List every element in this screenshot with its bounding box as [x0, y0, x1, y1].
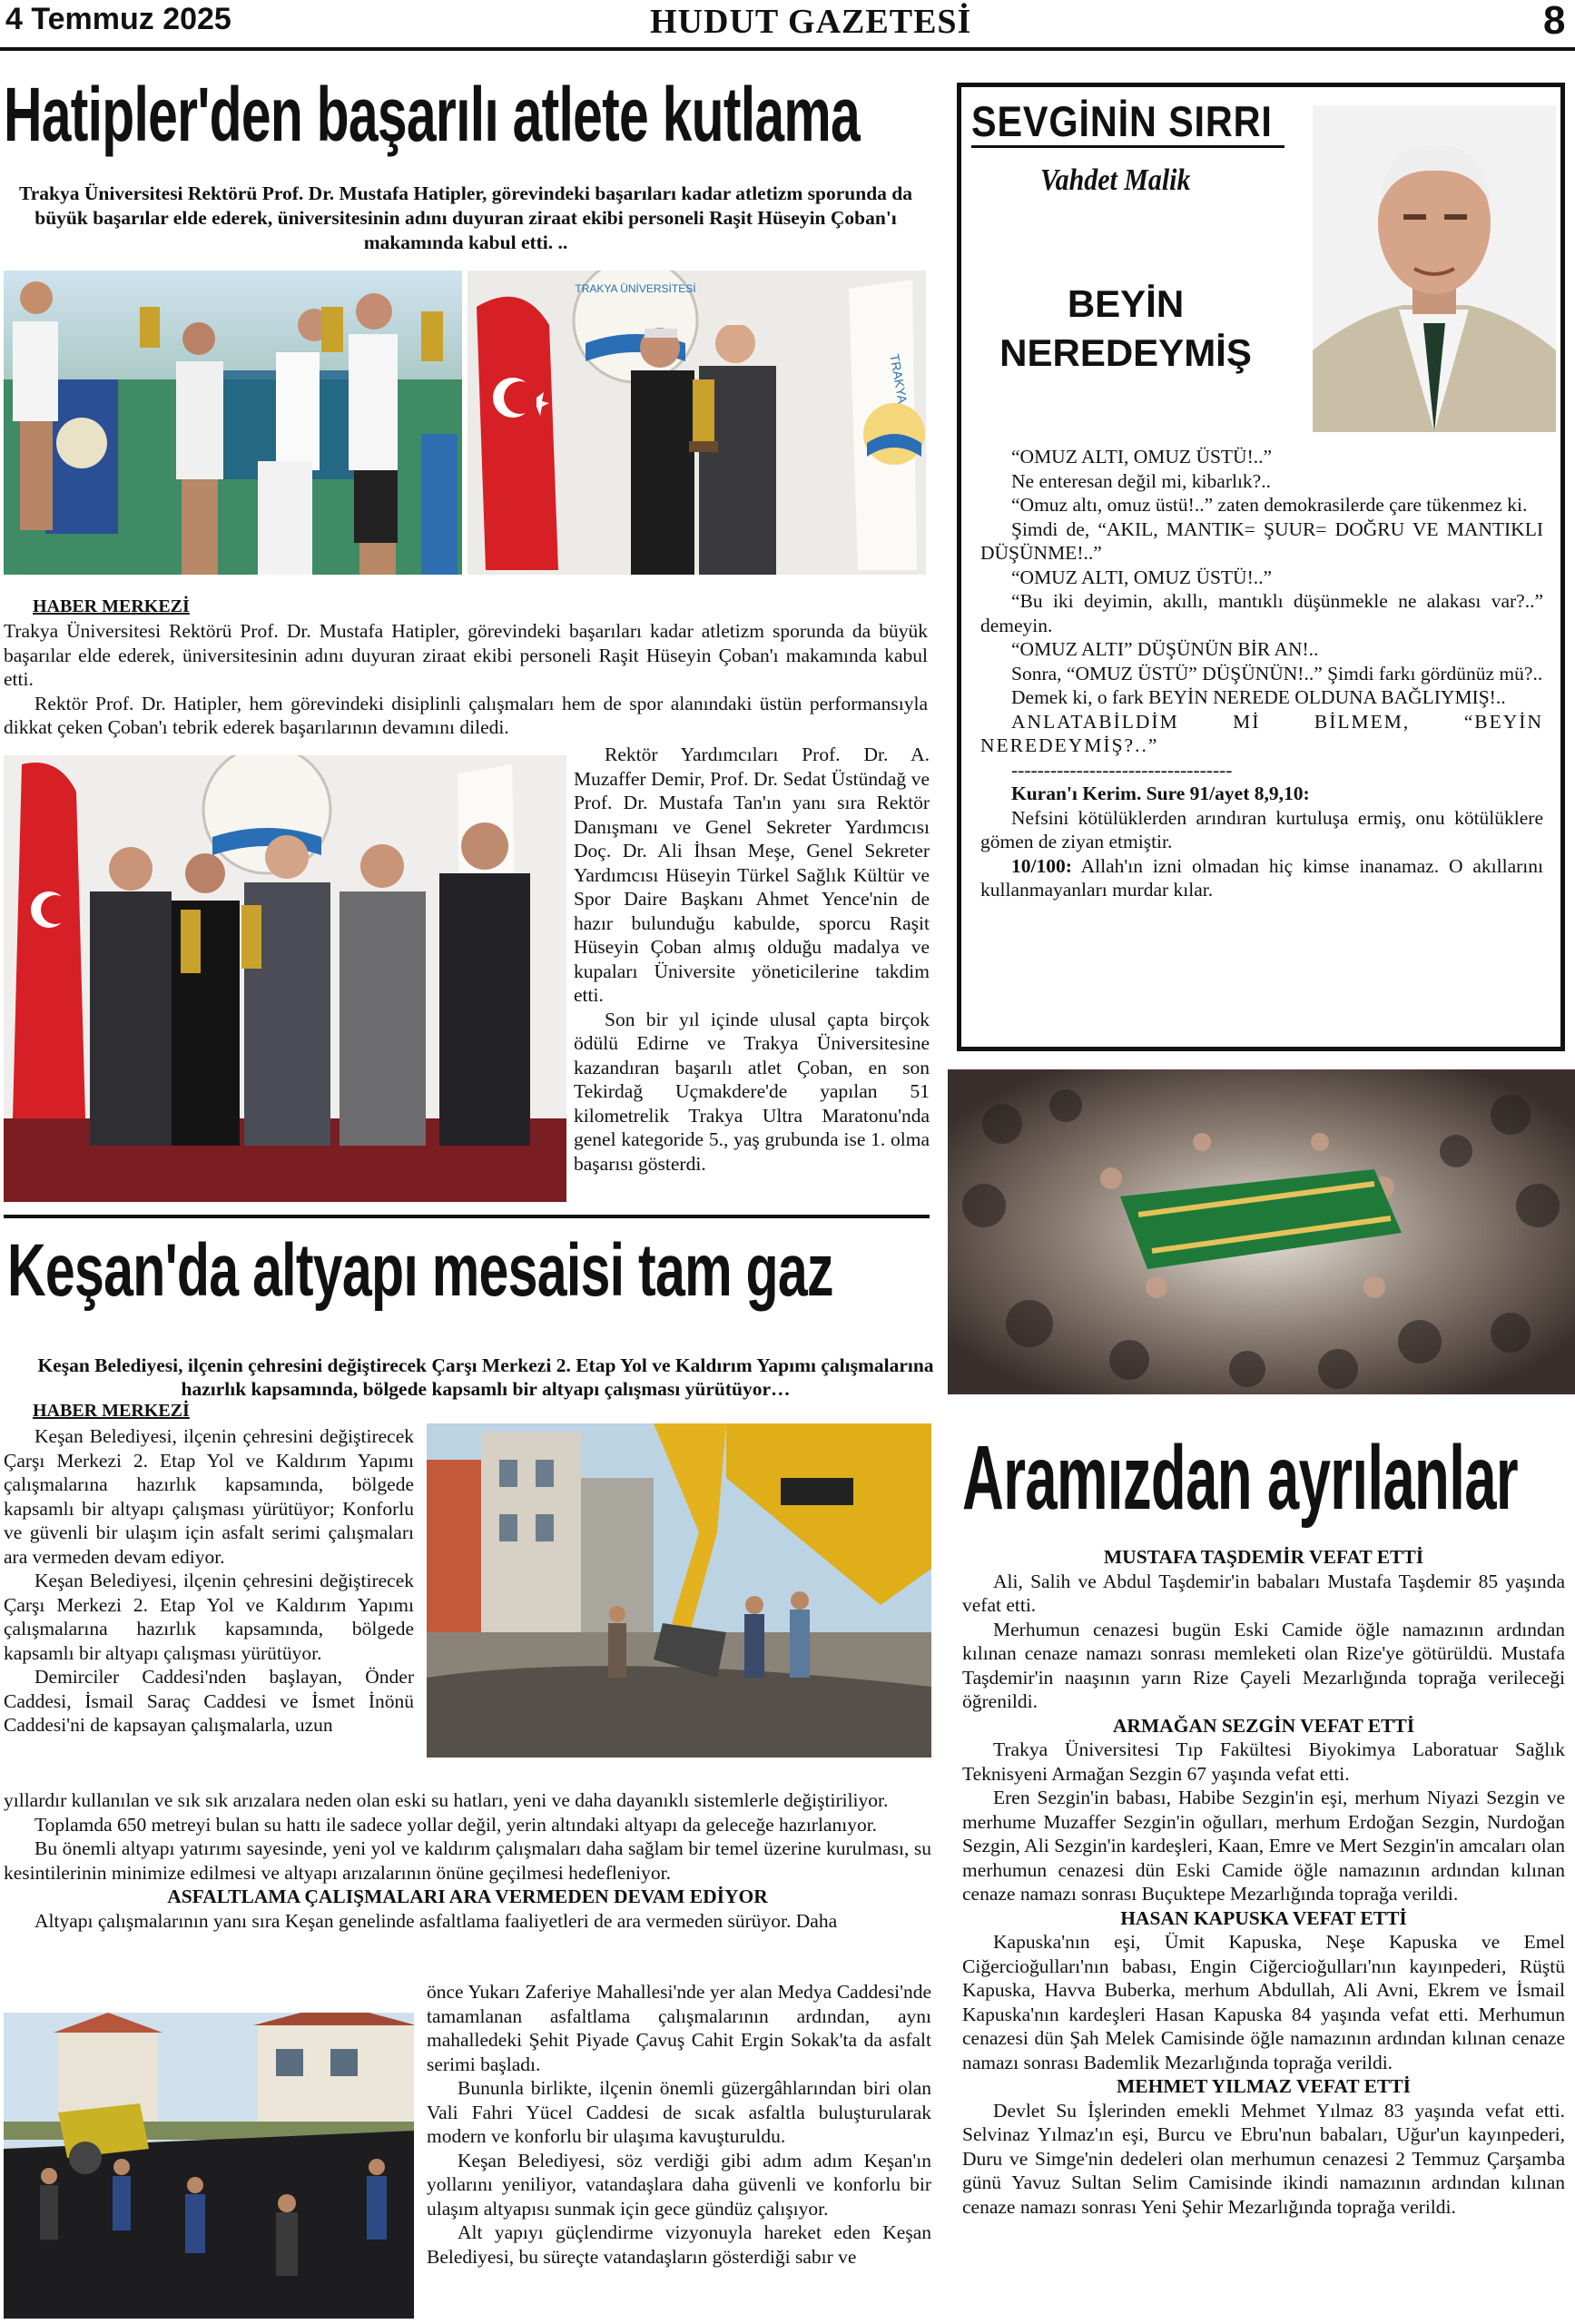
article2-subhead: ASFALTLAMA ÇALIŞMALARI ARA VERMEDEN DEVAM EDİYOR	[167, 1886, 768, 1907]
column-line: “OMUZ ALTI, OMUZ ÜSTÜ!..”	[1011, 446, 1273, 468]
obituary-para: Kapuska'nın eşi, Ümit Kapuska, Neşe Kapuska ve Emel Ciğercioğulları'nın babası, Engin Ciğercioğulları'nın kayınpederi, Rüştü Kapuska, Havva Buberka, merhum Abdullah, Ali Avni, Ekrem ve İsmail Kapuska'nın kardeşleri Hasan Kapuska 84 yaşında vefat etti. Merhumun cenazesi dün Şah Melek Camisinde öğle namazının ardından kılınan cenaze namazı sonrası Bademlik Mezarlığında toprağa verildi.	[962, 1931, 1565, 2073]
page-header	[0, 0, 1575, 47]
column-line: Sonra, “OMUZ ÜSTÜ” DÜŞÜNÜN!..” Şimdi farkı gördünüz mü?..	[1011, 662, 1543, 684]
university-banner-text: TRAKYA ÜNİVERSİTESİ	[575, 282, 696, 295]
article1-lead: Trakya Üniversitesi Rektörü Prof. Dr. Mustafa Hatipler, görevindeki başarıları kadar atletizm sporunda da büyük başarılar elde ederek, üniversitesinin adını duyuran ziraat ekibi personeli Raşit Hüseyin Çoban'ı makamında kabul etti. ..	[18, 182, 913, 253]
article1-headline: Hatipler'den başarılı atlete kutlama	[4, 72, 860, 157]
column-title-underline	[971, 145, 1285, 148]
obituary-para: Eren Sezgin'in babası, Habibe Sezgin'in eşi, merhum Niyazi Sezgin ve merhume Muzaffer Sezgin'in oğulları, merhum Erdoğan Sezgin, Nurdoğan Sezgin, Ali Sezgin'in kardeşleri, Kaan, Emre ve Mert Sezgin'in amcaları olan merhumun cenazesi dün Eski Camide öğle namazının ardından kılınan cenaze namazı sonrası Buçuktepe Mezarlığında toprağa verildi.	[962, 1787, 1565, 1905]
article2-para: Keşan Belediyesi, ilçenin çehresini değiştirecek Çarşı Merkezi 2. Etap Yol ve Kaldırım Yapımı çalışmalarına hazırlık kapsamında, bölgede kapsamlı bir altyapı çalışması yürütüyor; Konforlu ve güvenli bir ulaşım için asfalt serimi çalışmaları ara vermeden devam ediyor.	[4, 1425, 414, 1568]
article1-col-para: Son bir yıl içinde ulusal çapta birçok ödülü Edirne ve Trakya Üniversitesine kazandıran başarılı atlet Çoban, en son Tekirdağ Uçmakdere'de yapılan 51 kilometrelik Trakya Ultra Maratonu'nda genel kategoride 5., yaş grubunda ise 1. olma başarısı gösterdi.	[574, 1008, 930, 1175]
article1-byline: HABER MERKEZİ	[33, 596, 190, 616]
column-headline-line2: NEREDEYMİŞ	[999, 331, 1252, 374]
article2-para: Keşan Belediyesi, ilçenin çehresini değiştirecek Çarşı Merkezi 2. Etap Yol ve Kaldırım Yapımı çalışmalarına hazırlık kapsamında, bölgede kapsamlı bir altyapı çalışması yürütüyor.	[4, 1570, 414, 1664]
obituary-para: Devlet Su İşlerinden emekli Mehmet Yılmaz 83 yaşında vefat etti. Selvinaz Yılmaz'ın eşi, Burcu ve Ebru'nun babaları, Uğur'un kayınpederi, Duru ve Simge'nin dedeleri olan merhumun cenazesi 2 Temmuz Çarşamba günü Yavuz Sultan Selim Camisinde ikindi namazının ardından kılınan cenaze namazı sonrası Yeni Şehir Mezarlığında toprağa verildi.	[962, 2099, 1565, 2218]
rector-award-photo	[468, 271, 926, 575]
column-line: “OMUZ ALTI, OMUZ ÜSTÜ!..”	[1011, 566, 1273, 588]
article2-para: Demirciler Caddesi'nden başlayan, Önder Caddesi, İsmail Saraç Caddesi ve İsmet İnönü Caddesi'ni de kapsayan çalışmalarla, uzun	[4, 1666, 414, 1736]
obituary-title: HASAN KAPUSKA VEFAT ETTİ	[1120, 1906, 1407, 1929]
column-line: “OMUZ ALTI” DÜŞÜNÜN BİR AN!..	[1011, 638, 1319, 660]
obituary-para: Merhumun cenazesi bugün Eski Camide öğle namazının ardından kılınan cenaze namazı sonrası memleketi olan Rize'ye götürüldü. Mustafa Taşdemir'in naaşının yarın Rize Çayeli Mezarlığında toprağa verileceği öğrenildi.	[962, 1618, 1565, 1712]
article1-col-para: Rektör Yardımcıları Prof. Dr. A. Muzaffer Demir, Prof. Dr. Sedat Üstündağ ve Prof. Dr. Mustafa Tan'ın yanı sıra Rektör Danışmanı ve Genel Sekreter Yardımcısı Doç. Dr. Ali İhsan Meşe, Genel Sekreter Yardımcısı Hüseyin Türkel Sağlık Kültür ve Spor Daire Başkanı Ahmet Yence'nin de hazır bulunduğu kabulde, sporcu Raşit Hüseyin Çoban almış olduğu madalya ve kupaları Üniversite yöneticilerine takdim etti.	[574, 743, 930, 1006]
article2-col2-para: Alt yapıyı güçlendirme vizyonuyla hareket eden Keşan Belediyesi, bu süreçte vatandaşların gösterdiği sabır ve	[427, 2221, 931, 2268]
columnist-portrait	[1313, 105, 1556, 432]
obituary-title: ARMAĞAN SEZGİN VEFAT ETTİ	[1112, 1714, 1415, 1737]
column-line: “Bu iki deyimin, akıllı, mantıklı düşünmekle ne alakası var?..” demeyin.	[980, 590, 1543, 636]
newspaper-name: HUDUT GAZETESİ	[650, 3, 972, 41]
obituaries-headline: Aramızdan ayrılanlar	[962, 1427, 1518, 1529]
column-line: Ne enteresan değil mi, kibarlık?..	[1011, 469, 1271, 492]
quran-ref: 10/100:	[1011, 854, 1072, 877]
page-number: 8	[1543, 0, 1566, 43]
article2-para-wide: Altyapı çalışmalarının yanı sıra Keşan genelinde asfaltlama faaliyetleri de ara vermeden sürüyor. Daha	[34, 1909, 838, 1932]
article2-col2-para: Bununla birlikte, ilçenin önemli güzergâhlarından biri olan Vali Fahri Yücel Caddesi de sıcak asfaltla buluşturularak modern ve konforlu bir ulaşıma kavuşturuldu.	[427, 2077, 931, 2147]
header-rule	[0, 47, 1575, 51]
funeral-crowd-photo	[948, 1069, 1575, 1394]
article2-para-wide: yıllardır kullanılan ve sık sık arızalara neden olan eski su hatları, yeni ve daha dayanıklı sistemlerle değiştiriliyor.	[4, 1789, 889, 1811]
column-line: ANLATABİLDİM Mİ BİLMEM, “BEYİN NEREDEYMİŞ?..”	[980, 710, 1543, 756]
article2-col2-para: Keşan Belediyesi, söz verdiği gibi adım adım Keşan'ın yollarını yeniliyor, vatandaşlara daha güvenli ve konforlu bir ulaşım altyapısı sunmak için gece gündüz çalışıyor.	[427, 2149, 931, 2220]
column-line: “Omuz altı, omuz üstü!..” zaten demokrasilerde çare tükenmez ki.	[1011, 494, 1528, 516]
obituary-title: MEHMET YILMAZ VEFAT ETTİ	[1117, 2075, 1411, 2097]
quran-verse-10	[980, 854, 1543, 902]
article1-body-col	[574, 743, 930, 1176]
obituary-para: Trakya Üniversitesi Tıp Fakültesi Biyokimya Laboratuar Sağlık Teknisyeni Armağan Sezgin 67 yaşında vefat etti.	[962, 1738, 1565, 1785]
column-headline-line1: BEYİN	[1067, 282, 1185, 325]
athletes-trophies-photo	[4, 271, 462, 575]
article1-para: Rektör Prof. Dr. Hatipler, hem görevindeki disiplinli çalışmaları hem de spor alanındaki üstün performansıyla dikkat çeken Çoban'ı tebrik ederek başarılarının devamını diledi.	[4, 692, 928, 738]
column-headline	[971, 280, 1280, 378]
obituary-para: Ali, Salih ve Abdul Taşdemir'in babaları Mustafa Taşdemir 85 yaşında vefat etti.	[962, 1570, 1565, 1616]
article2-body-col	[4, 1424, 414, 1738]
group-photo	[4, 755, 566, 1202]
article2-headline: Keşan'da altyapı mesaisi tam gaz	[7, 1229, 833, 1312]
flag-text: TRAKYA	[887, 352, 911, 405]
column-author: Vahdet Malik	[1040, 163, 1191, 197]
article2-para-wide: Bu önemli altyapı yatırımı sayesinde, yeni yol ve kaldırım çalışmaları daha sağlam bir temel üzerine kurulması, su kesintilerinin minimize edilmesi ve altyapı arızalarının önüne geçilmesi hedefleniyor.	[4, 1837, 931, 1884]
obituary-title: MUSTAFA TAŞDEMİR VEFAT ETTİ	[1103, 1546, 1424, 1568]
column-title: SEVGİNİN SIRRI	[971, 97, 1273, 145]
article2-col2-para: önce Yukarı Zaferiye Mahallesi'nde yer alan Medya Caddesi'nde tamamlanan asfaltlama çalışmalarının ardından, aynı mahalledeki Şehit Piyade Çavuş Cahit Ergin Sokak'ta da asfalt serimi başladı.	[427, 1981, 931, 2075]
article2-byline: HABER MERKEZİ	[33, 1401, 190, 1421]
article1-para: Trakya Üniversitesi Rektörü Prof. Dr. Mustafa Hatipler, görevindeki başarıları kadar atletizm sporunda da büyük başarılar elde ederek, üniversitesinin adını duyuran ziraat ekibi personeli Raşit Hüseyin Çoban'ı makamında kabul etti.	[4, 620, 928, 690]
quran-text: Nefsini kötülüklerden arındıran kurtuluşa ermiş, onu kötülüklere gömen de ziyan etmiştir.	[980, 806, 1543, 852]
article-divider	[4, 1215, 930, 1218]
column-line: Demek ki, o fark BEYİN NEREDE OLDUNA BAĞLIYMIŞ!..	[1011, 686, 1506, 708]
column-body	[980, 445, 1543, 902]
article2-body-wide	[4, 1788, 931, 1933]
article2-body-col2	[427, 1980, 931, 2269]
column-line: Şimdi de, “AKIL, MANTIK= ŞUUR= DOĞRU VE MANTIKLI DÜŞÜNME!..”	[980, 517, 1543, 564]
asphalt-paving-photo	[4, 2013, 414, 2319]
obituaries-list	[962, 1545, 1565, 2219]
article2-lead: Keşan Belediyesi, ilçenin çehresini değiştirecek Çarşı Merkezi 2. Etap Yol ve Kaldırım Yapımı çalışmalarına hazırlık kapsamında, bölgede kapsamlı bir altyapı çalışması yürütüyor…	[37, 1354, 934, 1400]
article1-body-full	[4, 619, 928, 740]
article2-para-wide: Toplamda 650 metreyi bulan su hattı ile sadece yollar değil, yerin altındaki altyapı da geleceğe hazırlanıyor.	[34, 1813, 878, 1836]
issue-date: 4 Temmuz 2025	[5, 2, 231, 36]
quran-text2: Allah'ın izni olmadan hiç kimse inanamaz. O akıllarını kullanmayanları murdar kılar.	[980, 854, 1543, 901]
quran-title: Kuran'ı Kerim. Sure 91/ayet 8,9,10:	[1011, 783, 1310, 804]
excavator-photo	[427, 1423, 931, 1758]
column-divider: ----------------------------------	[1011, 758, 1233, 781]
